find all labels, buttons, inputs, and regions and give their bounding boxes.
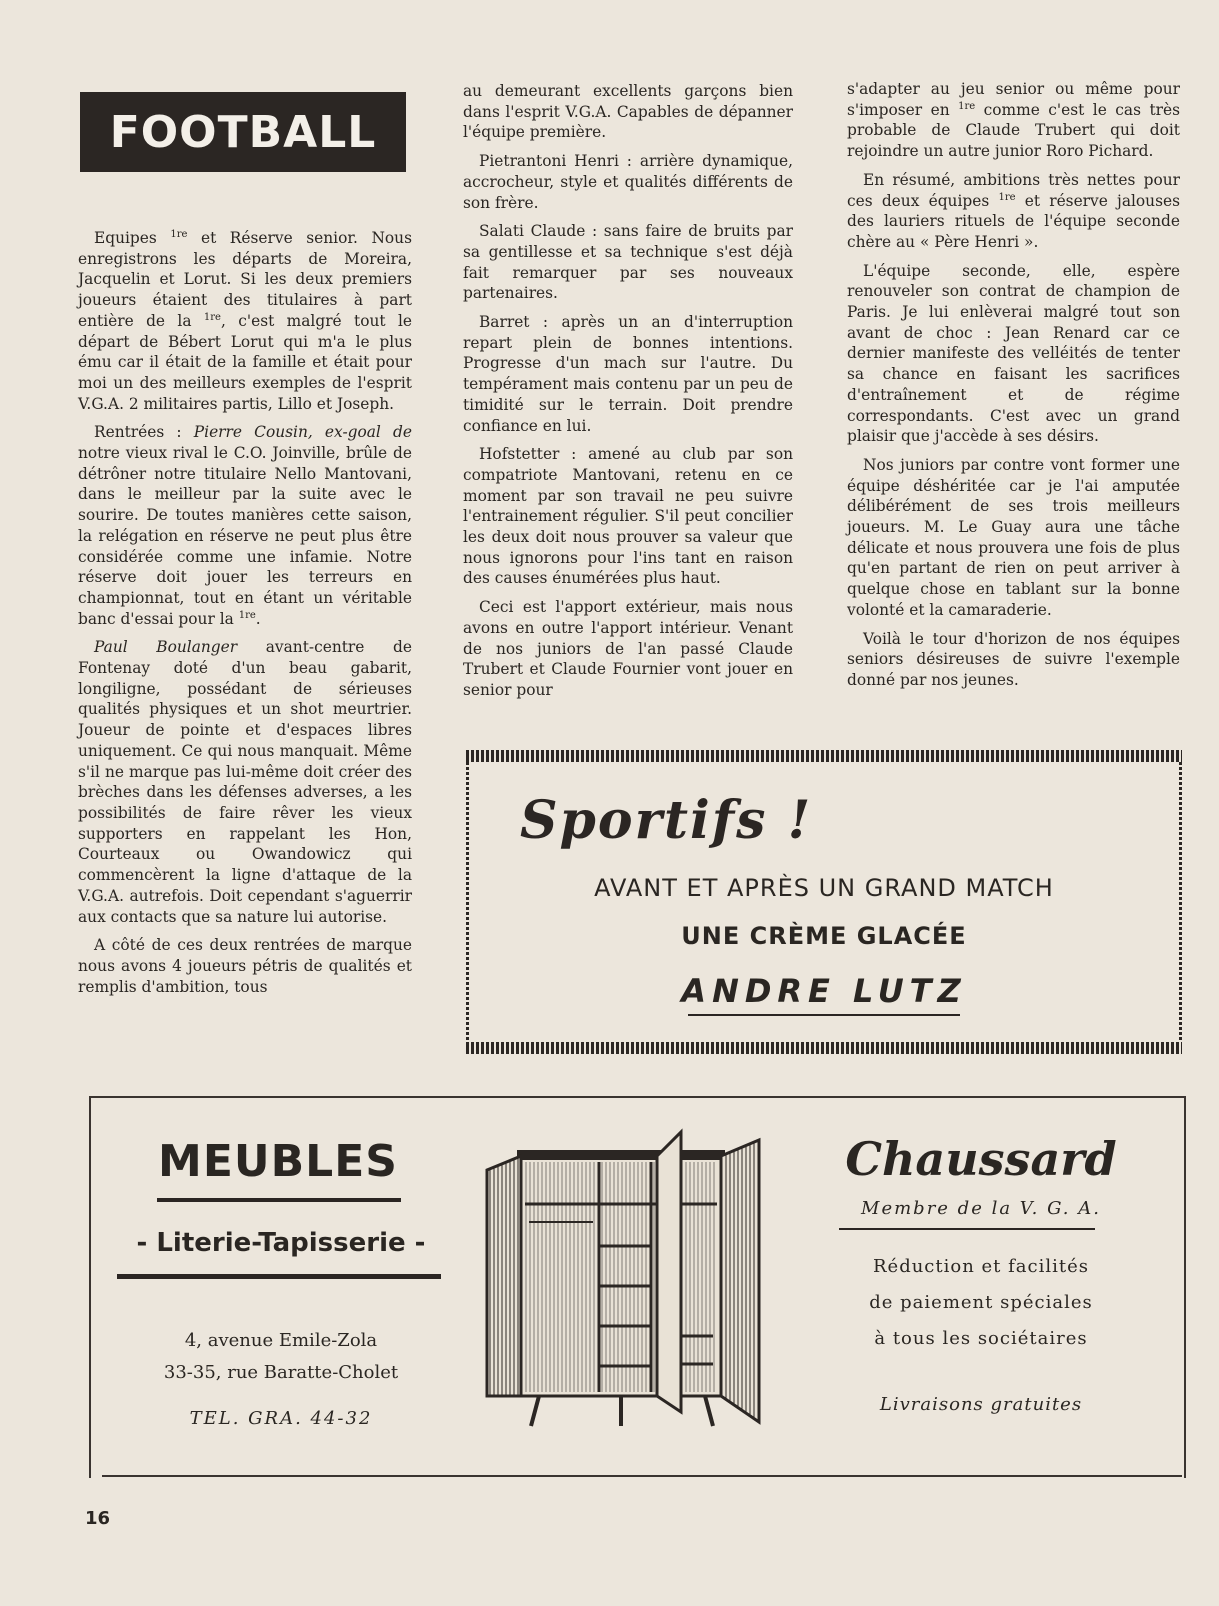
paragraph: s'adapter au jeu senior ou même pour s'imposer en $^{1re}$ comme c'est le cas très probable de Claude Trubert qui doit rejoindre un autre junior Roro Pichard. <box>847 80 1180 161</box>
phone-number: TEL. GRA. 44-32 <box>189 1408 373 1429</box>
ad-line: AVANT ET APRÈS UN GRAND MATCH <box>594 874 1054 902</box>
section-title: FOOTBALL <box>80 92 406 172</box>
member-note: Membre de la V. G. A. <box>861 1198 1101 1219</box>
article-column-3 <box>847 79 1180 699</box>
address-line: 33-35, rue Baratte-Cholet <box>163 1362 399 1383</box>
ad-title: Sportifs ! <box>520 790 813 851</box>
delivery-note: Livraisons gratuites <box>879 1394 1083 1415</box>
ad-underline <box>688 1014 960 1016</box>
divider <box>839 1228 1095 1230</box>
ad-sportifs <box>466 750 1182 1054</box>
paragraph: Barret : après un an d'interruption repart plein de bonnes intentions. Progresse d'un mach sur l'autre. Du tempérament mais contenu par un peu de timidité sur le terrain. Doit prendre confiance en lui. <box>463 313 793 435</box>
page-number: 16 <box>85 1508 111 1529</box>
paragraph: Ceci est l'apport extérieur, mais nous avons en outre l'apport intérieur. Venant de nos juniors de l'an passé Claude Trubert et Claude Fournier vont jouer en senior pour <box>463 598 793 699</box>
paragraph: Hofstetter : amené au club par son compatriote Mantovani, retenu en ce moment par son travail ne peu suivre l'entrainement régulier. S'il peut concilier les deux doit nous prouver sa valeur que nous ignorons pour l'ins tant en raison des causes énumérées plus haut. <box>463 445 793 588</box>
paragraph: En résumé, ambitions très nettes pour ces deux équipes $^{1re}$ et réserve jalouses des lauriers rituels de l'équipe seconde chère au « Père Henri ». <box>847 170 1180 251</box>
offer-line: Réduction et facilités <box>872 1256 1090 1277</box>
paragraph: A côté de ces deux rentrées de marque nous avons 4 joueurs pétris de qualités et remplis d'ambition, tous <box>78 936 412 996</box>
ad-bottom-rule <box>102 1475 1182 1477</box>
ad-border-top <box>466 750 1182 762</box>
paragraph: Equipes $^{1re}$ et Réserve senior. Nous enregistrons les départs de Moreira, Jacquelin et Lorut. Si les deux premiers joueurs étaient des titulaires à part entière de la $^{1re}$, c'est malgré tout le départ de Bébert Lorut qui m'a le plus ému car il était de la famille et était pour moi un des meilleurs exemples de l'esprit V.G.A. 2 militaires partis, Lillo et Joseph. <box>78 228 413 413</box>
ad-line: UNE CRÈME GLACÉE <box>681 922 967 950</box>
offer-line: de paiement spéciales <box>869 1292 1093 1313</box>
address-line: 4, avenue Emile-Zola <box>184 1330 378 1351</box>
paragraph: Nos juniors par contre vont former une équipe déshéritée car je l'ai amputée délibérément de ses trois meilleurs joueurs. M. Le Guay aura une tâche délicate et nous prouvera une fois de plus qu'en partant de rien on peut arriver à quelque chose en tablant sur la bonne volonté et la camaraderie. <box>847 455 1180 619</box>
paragraph: Pietrantoni Henri : arrière dynamique, accrocheur, style et qualités différents de son frère. <box>463 152 793 212</box>
article-column-1 <box>78 228 412 1005</box>
article-column-2 <box>463 81 793 709</box>
paragraph: Salati Claude : sans faire de bruits par sa gentillesse et sa technique s'est déjà fait remarquer par ses nouveaux partenaires. <box>463 222 793 303</box>
paragraph: Rentrées : Pierre Cousin, ex-goal de notre vieux rival le C.O. Joinville, brûle de détrôner notre titulaire Nello Mantovani, dans le meilleur par la suite avec le sourire. De toutes manières cette saison, la relégation en réserve ne peut plus être considérée comme une infamie. Notre réserve doit jouer les terreurs en championnat, tout en étant un véritable banc d'essai pour la $^{1re}$. <box>78 423 412 628</box>
wardrobe-illustration <box>481 1126 766 1444</box>
ad-title: MEUBLES <box>158 1136 398 1187</box>
paragraph: Voilà le tour d'horizon de nos équipes seniors désireuses de suivre l'exemple donné par nos jeunes. <box>847 629 1180 689</box>
divider <box>117 1274 441 1279</box>
offer-line: à tous les sociétaires <box>874 1328 1088 1349</box>
ad-border-bottom <box>466 1042 1182 1054</box>
ad-brand: ANDRE LUTZ <box>681 972 967 1010</box>
paragraph: L'équipe seconde, elle, espère renouveler son contrat de champion de Paris. Je lui enlèverai malgré tout son avant de choc : Jean Renard car ce dernier manifeste des velléités de tenter sa chance en faisant les sacrifices d'entraînement et de régime correspondants. C'est avec un grand plaisir que j'accède à ses désirs. <box>847 261 1180 446</box>
brand-name: Chaussard <box>845 1132 1117 1186</box>
ad-subtitle: - Literie-Tapisserie - <box>136 1228 426 1258</box>
paragraph: au demeurant excellents garçons bien dans l'esprit V.G.A. Capables de dépanner l'équipe première. <box>463 82 793 142</box>
paragraph: Paul Boulanger avant-centre de Fontenay doté d'un beau gabarit, longiligne, possédant de sérieuses qualités physiques et un shot meurtrier. Joueur de pointe et d'espaces libres uniquement. Ce qui nous manquait. Même s'il ne marque pas lui-même doit créer des brèches dans les défenses adverses, a les possibilités de faire rêver les vieux supporters en rappelant les Hon, Courteaux ou Owandowicz qui commencèrent la ligne d'attaque de la V.G.A. autrefois. Doit cependant s'aguerrir aux contacts que sa nature lui autorise. <box>78 638 412 926</box>
ad-meubles <box>89 1096 1186 1478</box>
divider <box>157 1198 401 1202</box>
